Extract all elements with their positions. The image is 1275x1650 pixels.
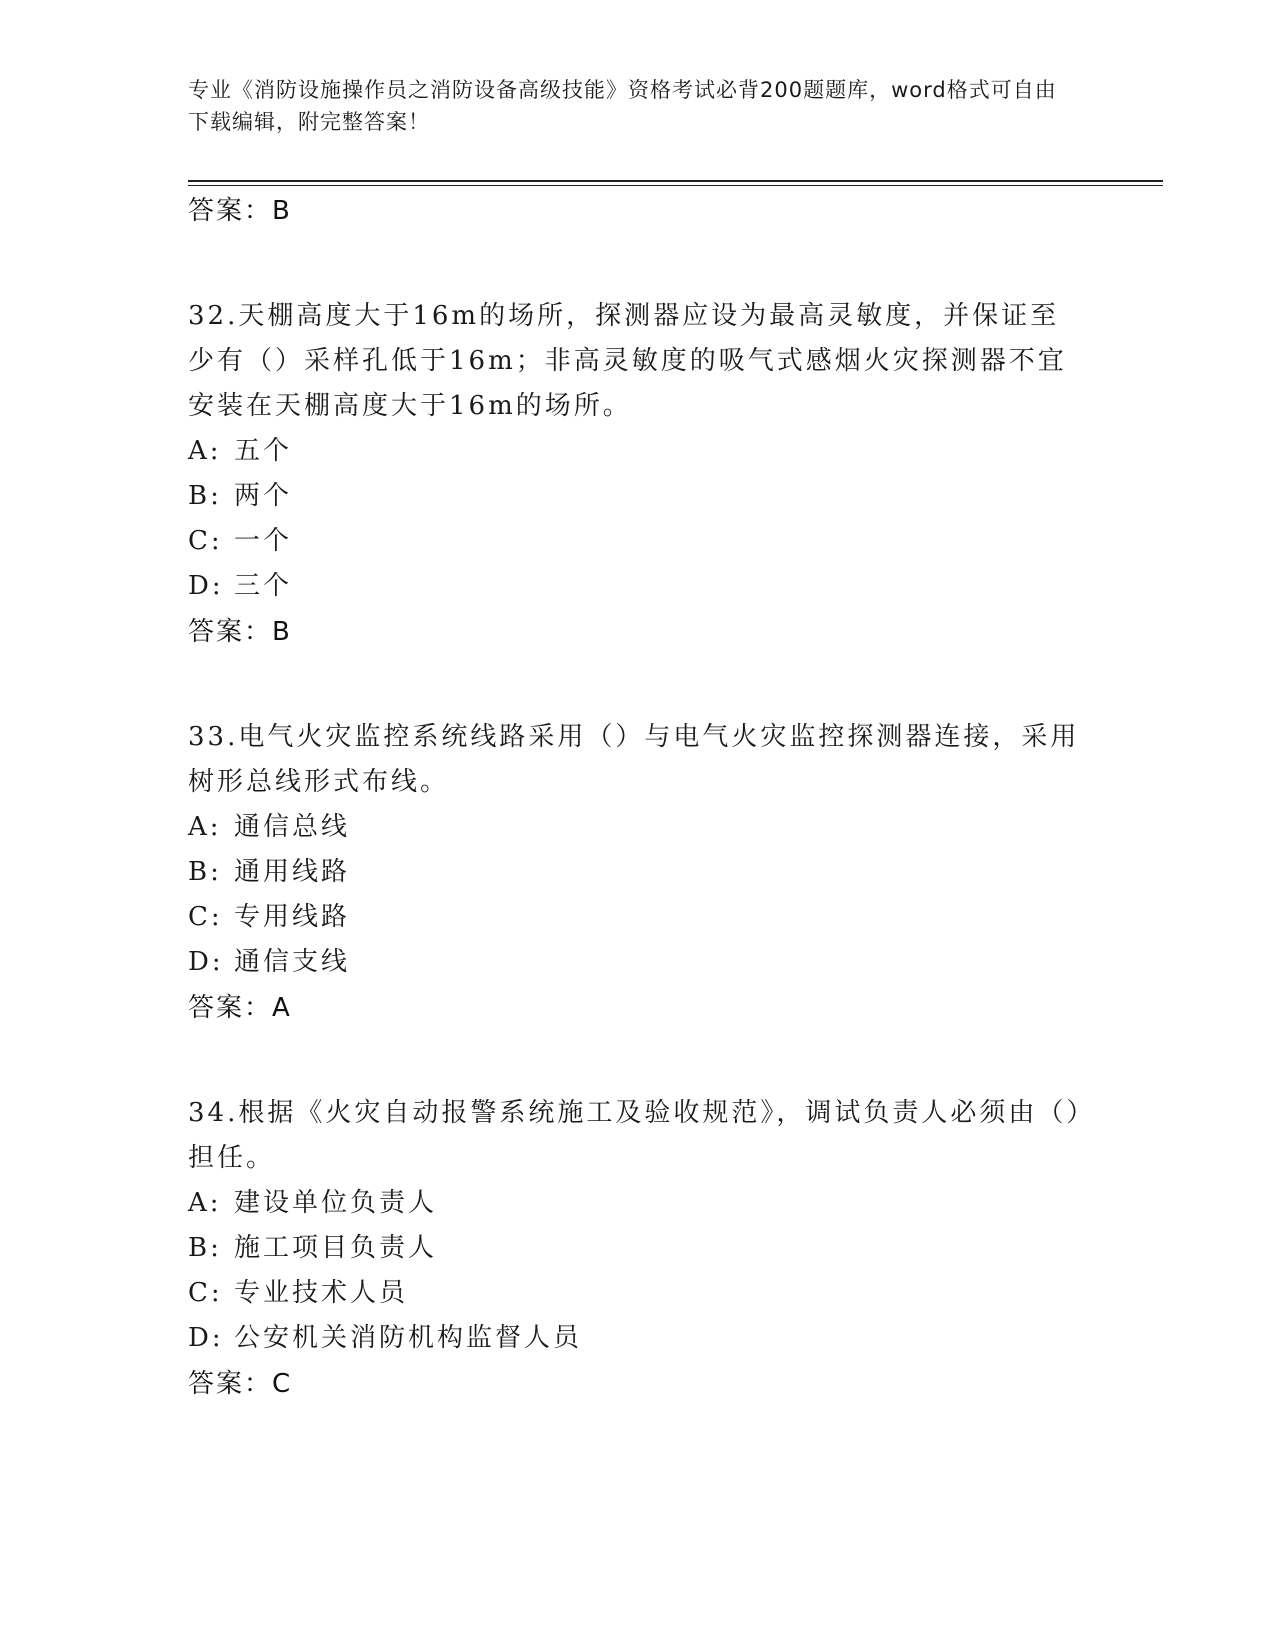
option-text: 专业技术人员	[234, 1278, 409, 1308]
option-text: 专用线路	[234, 902, 351, 932]
question-text: 34.根据《火灾自动报警系统施工及验收规范》，调试负责人必须由（）担任。	[188, 1098, 1083, 1173]
option-a	[188, 429, 1088, 474]
question-list	[188, 188, 1088, 1407]
option-text: 通信支线	[234, 947, 351, 977]
option-text: 通信总线	[234, 812, 351, 842]
option-b	[188, 474, 1088, 519]
option-key: A:	[188, 812, 222, 842]
option-key: A:	[188, 1188, 222, 1218]
option-a	[188, 805, 1088, 850]
option-d	[188, 1316, 1088, 1361]
option-key: B:	[188, 857, 222, 887]
question-34	[188, 1091, 1088, 1407]
option-text: 公安机关消防机构监督人员	[234, 1323, 583, 1353]
option-key: D:	[188, 1323, 224, 1353]
option-text: 施工项目负责人	[234, 1233, 438, 1263]
option-key: C:	[188, 1278, 223, 1308]
option-text: 一个	[234, 526, 293, 556]
question-32	[188, 294, 1088, 655]
option-text: 三个	[234, 571, 293, 601]
option-b	[188, 850, 1088, 895]
option-c	[188, 895, 1088, 940]
option-key: D:	[188, 571, 224, 601]
answer-label: 答案：A	[188, 993, 292, 1023]
option-key: D:	[188, 947, 224, 977]
previous-answer: 答案：B	[188, 196, 292, 226]
answer-label: 答案：C	[188, 1369, 293, 1399]
option-key: A:	[188, 436, 222, 466]
header-rule-thin	[188, 185, 1163, 186]
option-text: 建设单位负责人	[234, 1188, 438, 1218]
page-header: 专业《消防设施操作员之消防设备高级技能》资格考试必背200题题库，word格式可自由下载编辑，附完整答案！	[188, 78, 1057, 134]
answer-label: 答案：B	[188, 617, 292, 647]
header-rule-thick	[188, 180, 1163, 182]
option-key: C:	[188, 526, 223, 556]
option-d	[188, 564, 1088, 609]
option-text: 五个	[234, 436, 293, 466]
option-key: B:	[188, 481, 222, 511]
option-text: 通用线路	[234, 857, 351, 887]
option-d	[188, 940, 1088, 985]
option-c	[188, 1271, 1088, 1316]
option-a	[188, 1181, 1088, 1226]
question-33	[188, 715, 1088, 1031]
option-b	[188, 1226, 1088, 1271]
option-key: B:	[188, 1233, 222, 1263]
option-c	[188, 519, 1088, 564]
option-text: 两个	[234, 481, 293, 511]
question-text: 32.天棚高度大于16m的场所，探测器应设为最高灵敏度，并保证至少有（）采样孔低于16m；非高灵敏度的吸气式感烟火灾探测器不宜安装在天棚高度大于16m的场所。	[188, 301, 1067, 421]
option-key: C:	[188, 902, 223, 932]
question-text: 33.电气火灾监控系统线路采用（）与电气火灾监控探测器连接，采用树形总线形式布线。	[188, 722, 1080, 797]
